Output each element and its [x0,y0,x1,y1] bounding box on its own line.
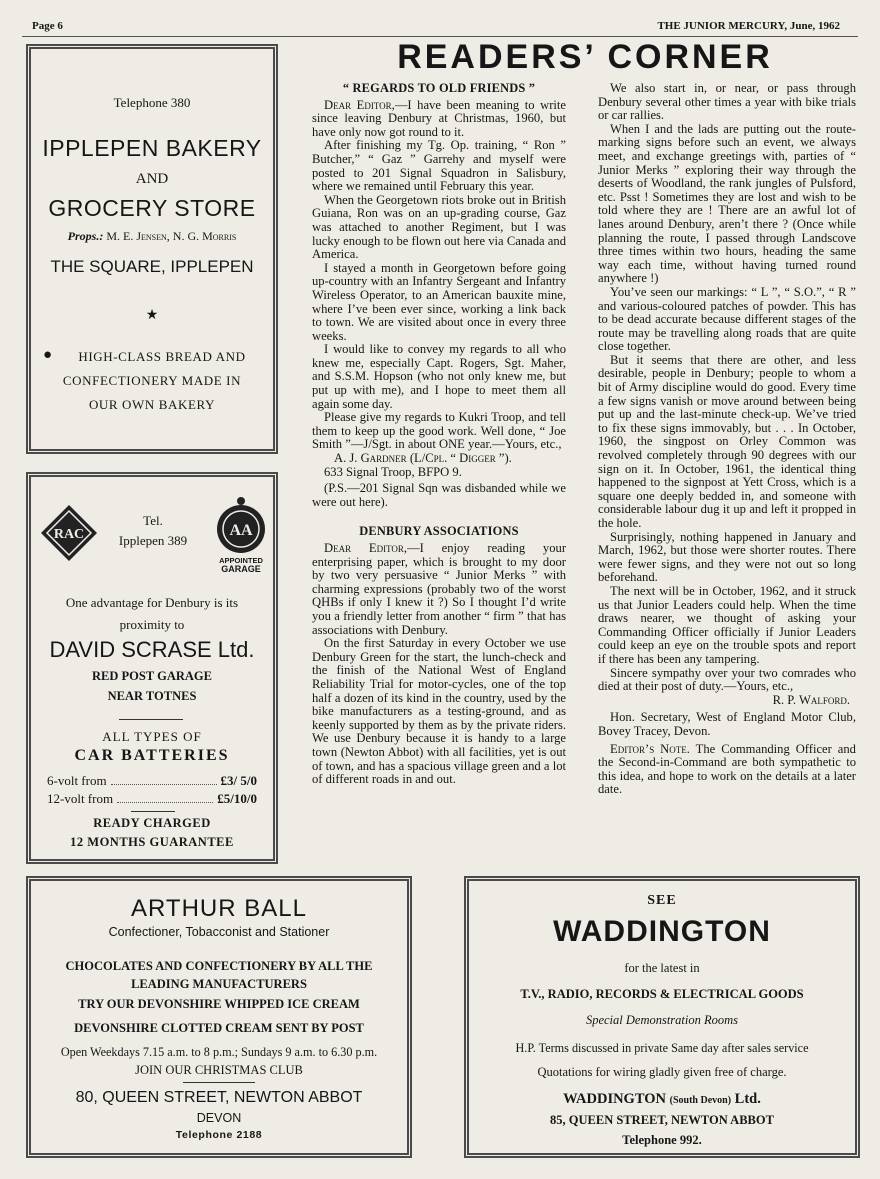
letter-column-middle [312,82,566,868]
scrase-rule1 [119,719,183,720]
scrase-ready: READY CHARGED [93,816,211,830]
scrase-name: DAVID SCRASE Ltd. [49,637,255,662]
wadd-company-region: (South Devon) [669,1095,732,1106]
letter1-p3: When the Georgetown riots broke out in British Guiana, Ron was on an up-grading course, Gaz was attached to another Regiment, but I was lucky enough to be flown out here via Canada and America. [312,192,566,262]
wadd-address: 85, QUEEN STREET, NEWTON ABBOT [550,1113,774,1127]
ipplepen-telephone: Telephone 380 [113,95,191,110]
ball-line2: LEADING MANUFACTURERS [131,977,307,991]
bullet-icon: ● [43,347,53,363]
letter2-p7: Surprisingly, nothing happened in January and March, 1962, but those were shorter routes. There were fewer signs, and they were not out so long beforehand. [598,529,856,585]
ipplepen-bakery-ad [26,44,278,454]
wadd-name: WADDINGTON [553,915,771,948]
waddington-ad [464,876,860,1158]
scrase-car-batteries: CAR BATTERIES [74,747,230,764]
letter1-p6: Please give my regards to Kukri Troop, and tell them to keep up the good work. Well done, “ Joe Smith ”—J/Sgt. in about ONE year.—Yours, etc., [312,410,566,452]
aa-garage: GARAGE [221,564,261,574]
wadd-goods: T.V., RADIO, RECORDS & ELECTRICAL GOODS [520,987,804,1001]
aa-logo-text: AA [229,522,253,539]
ipplepen-name-line1: IPPLEPEN BAKERY [42,135,262,161]
publication-header: THE JUNIOR MERCURY, June, 1962 [657,20,840,32]
ball-line4: DEVONSHIRE CLOTTED CREAM SENT BY POST [74,1021,364,1035]
editor-note: The Commanding Officer and the Second-in-Command are both sympathetic to this idea, and hope to work on the details at a later date. [598,741,856,797]
letter2-p1: —I enjoy reading your enterprising paper, which is brought to my door by two very persuasive “ Junior Merks ” with charming expressions (probably two of the worst QHBs if only I knew it ?) So I thought I’d write you a friendly letter from another “ firm ” that has associations with Denbury. [312,541,566,637]
wadd-for-latest: for the latest in [624,961,700,975]
props-names: M. E. Jensen, N. G. Morris [106,229,237,243]
letter2-signature: R. P. Walford. [772,692,850,707]
letter2-p2: On the first Saturday in every October we use Denbury Green for the start, the lunch-check and the finish of the National West of England Reliability Trial for motor-cycles, one of the top half a dozen of its kind in the country, used by the bike manufacturers as a testing-ground, and as keenly supported by them as by the private riders. We use Denbury because it is handy to a large town (Newton Abbot) with all facilities, yet is out of town, and has a spacious village green and a lot of different roads in and out. [312,636,566,787]
header-rule [22,36,858,37]
wadd-terms: H.P. Terms discussed in private Same day after sales service [515,1041,809,1055]
ball-telephone: Telephone 2188 [175,1129,263,1141]
rac-logo-text: RAC [53,527,85,542]
david-scrase-ad [26,472,278,864]
ball-club: JOIN OUR CHRISTMAS CLUB [135,1063,303,1077]
ball-hours: Open Weekdays 7.15 a.m. to 8 p.m.; Sundays 9 a.m. to 6.30 p.m. [60,1045,378,1059]
letter2-p3: We also start in, or near, or pass through Denbury several other times a year with bike trials or car rallies. [598,82,856,123]
ipplepen-props [31,229,273,244]
battery-6v-price: £3/ 5/0 [220,773,257,788]
letter2-salutation: Dear Editor, [324,541,408,555]
letter2-affiliation: Hon. Secretary, West of England Motor Club, Bovey Tracey, Devon. [598,710,856,738]
wadd-telephone: Telephone 992. [622,1133,702,1147]
scrase-all-types: ALL TYPES OF [102,729,202,744]
letter1-heading: “ REGARDS TO OLD FRIENDS ” [342,82,536,95]
ball-trade: Confectioner, Tobacconist and Stationer [108,925,330,939]
star-icon: ★ [145,308,159,323]
letter1-p4: I stayed a month in Georgetown before going up-country with an Infantry Sergeant and Infantry Wireless Operator, to an American bauxite mine, where I’ve been ever since, working a link back to town. We are visited about once in every three weeks. [312,260,566,343]
ipplepen-address: THE SQUARE, IPPLEPEN [50,257,254,276]
letter1-salutation: Dear Editor, [324,97,395,112]
rac-logo-icon [39,503,99,563]
letter2-p9: Sincere sympathy over your two comrades who died at their post of duty.—Yours, etc., [598,665,856,694]
ipplepen-name-line2: GROCERY STORE [48,195,256,221]
letter1-ps: (P.S.—201 Signal Sqn was disbanded while we were out here). [312,481,566,509]
wadd-see: SEE [647,893,677,908]
ball-address: 80, QUEEN STREET, NEWTON ABBOT [75,1089,363,1106]
scrase-guarantee: 12 MONTHS GUARANTEE [70,835,234,849]
wadd-company-name: WADDINGTON [563,1091,666,1107]
aa-appointed: APPOINTED [219,556,263,565]
ipplepen-line1: HIGH-CLASS BREAD AND [78,349,246,364]
ball-line1: CHOCOLATES AND CONFECTIONERY BY ALL THE [65,959,373,973]
letter1-signature: A. J. Gardner (L/Cpl. “ Digger ”). [334,451,512,466]
letter2-p6: But it seems that there are other, and less desirable, people in Denbury; people to whom a bit of Army discipline would do good. Every time a few signs vanish or move around between being put up and the last-minute check-up. We’ve tried to fix these signs immovably, but . . . In October, 1960, the singpost on Orley Common was revolved completely through 90 degrees with our sign on it. In October, 1961, the identical thing happened to the signpost at Yett Cross, which is a square one deeply bedded in, and someone with considerable labour dug it up and left it propped in the hole. [598,352,856,530]
letter2-p5: You’ve seen our markings: “ L ”, “ S.O.”, “ R ” and various-coloured patches of powder. This has to be dead accurate because different stages of the route may be travelling along roads that are quite close together. [598,284,856,354]
ball-rule [183,1082,255,1083]
page-title: READERS’ CORNER [397,38,773,76]
page-number: Page 6 [32,20,63,32]
battery-6v-label: 6-volt from [47,773,107,788]
letter1-unit: 633 Signal Troop, BFPO 9. [324,464,462,479]
letter1-p5: I would like to convey my regards to all who knew me, especially Capt. Rogers, Sgt. Maher, and S.S.M. Hopson (who not only knew me, but put up with me), and I hope to meet them all again some day. [312,342,566,411]
wadd-company [469,1091,855,1108]
battery-12v-price: £5/10/0 [217,791,257,806]
wadd-company-suffix: Ltd. [734,1091,761,1107]
ipplepen-line2: CONFECTIONERY MADE IN [62,373,242,388]
editor-note-label: Editor’s Note. [610,741,690,756]
scrase-location: NEAR TOTNES [107,689,197,703]
scrase-advantage1: One advantage for Denbury is its [65,595,239,610]
wadd-rooms: Special Demonstration Rooms [585,1013,739,1027]
letter2-p8: The next will be in October, 1962, and it struck us that Junior Leaders could help. When the time draws nearer, we thought of asking your Commanding Officer officially if Junior Leaders could keep an eye on the trouble spots and report if there has been any tampering. [598,583,856,666]
battery-12v-row [31,791,273,807]
ipplepen-and: AND [135,171,169,187]
scrase-advantage2: proximity to [119,617,185,632]
ball-line3: TRY OUR DEVONSHIRE WHIPPED ICE CREAM [78,997,360,1011]
ball-county: DEVON [196,1111,242,1125]
scrase-tel: Tel. [143,513,163,528]
scrase-garage-name: RED POST GARAGE [92,669,212,683]
aa-logo-icon [213,495,269,555]
letter1-p2: After finishing my Tg. Op. training, “ Ron ” Butcher,” “ Gaz ” Garrehy and myself were posted to 201 Signal Squadron in Salisbury, where we remained until February this year. [312,138,566,194]
letter2-heading: DENBURY ASSOCIATIONS [359,524,519,539]
ball-name: ARTHUR BALL [131,895,307,922]
battery-6v-row [31,773,273,789]
arthur-ball-ad [26,876,412,1158]
props-label: Props.: [67,229,104,243]
letter2-p4: When I and the lads are putting out the route-marking signs before such an event, we always meet, and exchange greetings with, parties of “ Junior Merks ” exploring their way through the deserts of Woodland, the rank jungles of Pulsford, etc. Psst ! Sometimes they are lost and wish to be told where they are ! There are an awful lot of lanes around Denbury, aren’t there ? (Once while planning the route, I passed through Landscove three times within two hours, heading the same way each time, without having turned round anywhere !) [598,121,856,286]
letter-column-right [598,82,856,868]
letter1-p1: —I have been meaning to write since leaving Denbury at Christmas, 1960, but have only now got round to it. [312,97,566,139]
wadd-quotations: Quotations for wiring gladly given free of charge. [537,1065,787,1079]
scrase-tel-number: Ipplepen 389 [118,533,188,548]
scrase-rule2 [131,811,175,812]
ipplepen-line3: OUR OWN BAKERY [88,397,216,412]
battery-12v-label: 12-volt from [47,791,114,806]
